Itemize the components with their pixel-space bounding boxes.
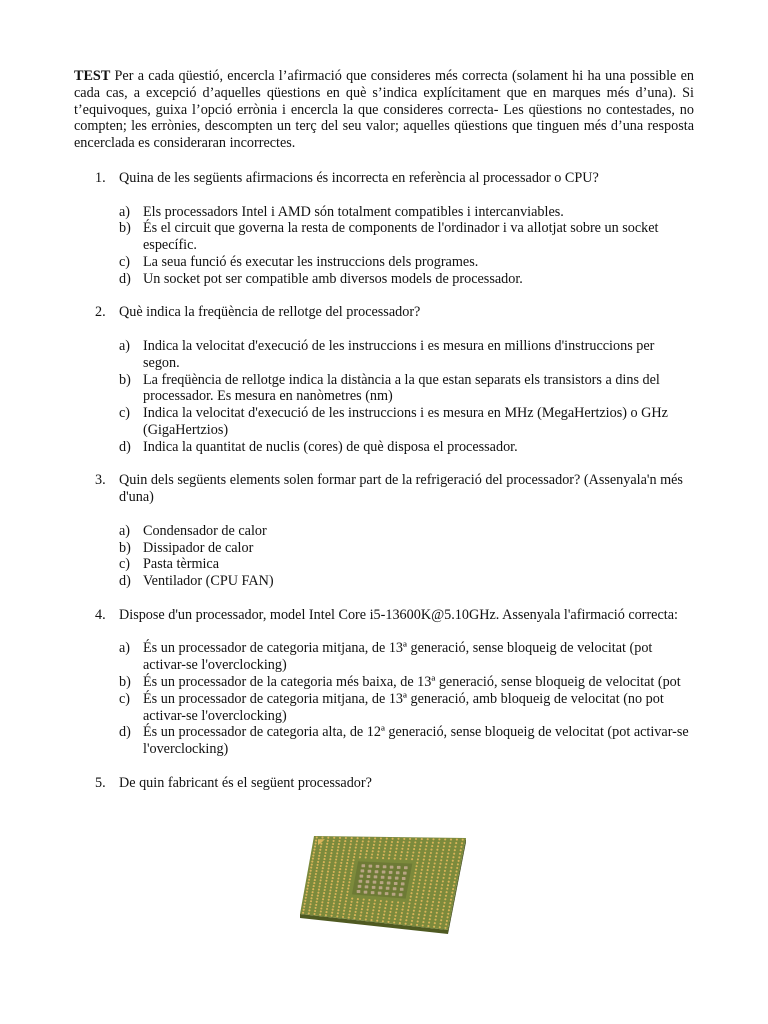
question-number: 3. bbox=[95, 472, 106, 489]
question-text: De quin fabricant és el següent processador? bbox=[119, 774, 372, 791]
option-text: És un processador de categoria mitjana, de 13ª generació, amb bloqueig de velocitat (no pot activar-se l'overclocking) bbox=[143, 690, 664, 724]
option-text: Els processadors Intel i AMD són totalment compatibles i intercanviables. bbox=[143, 203, 564, 220]
question-text: Quina de les següents afirmacions és incorrecta en referència al processador o CPU? bbox=[119, 170, 599, 186]
option-letter: d) bbox=[119, 724, 131, 741]
answer-option[interactable] bbox=[74, 691, 694, 725]
answer-option[interactable] bbox=[74, 338, 694, 372]
question-text: Què indica la freqüència de rellotge del processador? bbox=[119, 304, 421, 321]
question-5 bbox=[74, 775, 694, 792]
option-list bbox=[74, 523, 694, 590]
question-list bbox=[74, 170, 694, 808]
question-line bbox=[74, 775, 694, 792]
answer-option[interactable] bbox=[74, 204, 694, 221]
question-line bbox=[74, 607, 694, 624]
answer-option[interactable] bbox=[74, 220, 694, 254]
option-letter: d) bbox=[119, 438, 131, 455]
answer-option[interactable] bbox=[74, 254, 694, 271]
question-number: 5. bbox=[95, 774, 106, 791]
option-letter: c) bbox=[119, 556, 131, 573]
option-text: Indica la velocitat d'execució de les instruccions i es mesura en MHz (MegaHertzios) o GHz (GigaHertzios) bbox=[143, 405, 668, 438]
answer-option[interactable] bbox=[74, 372, 694, 406]
question-number: 4. bbox=[95, 606, 106, 623]
question-number: 1. bbox=[95, 170, 106, 186]
question-number: 2. bbox=[95, 304, 106, 321]
option-letter: a) bbox=[119, 640, 131, 657]
question-4 bbox=[74, 607, 694, 758]
question-line bbox=[74, 472, 694, 506]
option-text: Indica la quantitat de nuclis (cores) de què disposa el processador. bbox=[143, 438, 518, 455]
answer-option[interactable] bbox=[74, 405, 694, 439]
option-letter: d) bbox=[119, 270, 131, 287]
option-letter: a) bbox=[119, 522, 131, 539]
option-letter: c) bbox=[119, 405, 131, 422]
option-letter: d) bbox=[119, 573, 131, 590]
option-letter: b) bbox=[119, 539, 131, 556]
instructions-text: Per a cada qüestió, encercla l’afirmació que consideres més correcta (solament hi ha una possible en cada cas, a excepció d’aquelles qüestions en què s’indica explícitament que en marques més d’una). Si t’equivoques, guixa l’opció errònia i encercla la que consideres correcta- Les qüestions no contestades, no compten; les errònies, descompten un terç del seu valor; aquelles qüestions que tinguen més d’una resposta encerclada es consideraran incorrectes. bbox=[74, 68, 695, 152]
option-text: Indica la velocitat d'execució de les instruccions i es mesura en millions d'instruccions per segon. bbox=[143, 337, 655, 371]
question-3 bbox=[74, 472, 694, 590]
option-text: Dissipador de calor bbox=[143, 539, 254, 556]
answer-option[interactable] bbox=[74, 540, 694, 557]
option-text: Condensador de calor bbox=[143, 522, 267, 539]
option-letter: c) bbox=[119, 690, 131, 707]
option-text: És un processador de categoria mitjana, de 13ª generació, sense bloqueig de velocitat (pot activar-se l'overclocking) bbox=[143, 640, 653, 674]
test-label: TEST bbox=[74, 68, 111, 84]
answer-option[interactable] bbox=[74, 271, 694, 288]
answer-option[interactable] bbox=[74, 640, 694, 674]
option-text: És el circuit que governa la resta de components de l'ordinador i va allotjat sobre un socket específic. bbox=[143, 220, 659, 254]
question-text: Quin dels següents elements solen formar part de la refrigeració del processador? (Assenyala'n més d'una) bbox=[119, 472, 683, 506]
option-text: És un processador de la categoria més baixa, de 13ª generació, sense bloqueig de velocitat (pot bbox=[143, 673, 681, 690]
answer-option[interactable] bbox=[74, 573, 694, 590]
question-1 bbox=[74, 170, 694, 288]
option-letter: a) bbox=[119, 337, 131, 354]
option-text: La freqüència de rellotge indica la distància a la que estan separats els transistors a dins del processador. Es mesura en nanòmetres (nm) bbox=[143, 371, 660, 405]
question-text: Dispose d'un processador, model Intel Core i5-13600K@5.10GHz. Assenyala l'afirmació correcta: bbox=[119, 606, 678, 623]
answer-option[interactable] bbox=[74, 439, 694, 456]
question-line bbox=[74, 304, 694, 321]
option-text: La seua funció és executar les instruccions dels programes. bbox=[143, 253, 479, 270]
option-letter: a) bbox=[119, 203, 131, 220]
option-text: És un processador de categoria alta, de 12ª generació, sense bloqueig de velocitat (pot activar-se l'overclocking) bbox=[143, 724, 689, 758]
answer-option[interactable] bbox=[74, 674, 694, 691]
option-text: Un socket pot ser compatible amb diversos models de processador. bbox=[143, 270, 523, 287]
instructions-paragraph bbox=[74, 68, 694, 152]
option-letter: c) bbox=[119, 253, 131, 270]
answer-option[interactable] bbox=[74, 724, 694, 758]
answer-option[interactable] bbox=[74, 556, 694, 573]
option-text: Ventilador (CPU FAN) bbox=[143, 573, 274, 590]
question-2 bbox=[74, 304, 694, 455]
option-letter: b) bbox=[119, 673, 131, 690]
option-list bbox=[74, 204, 694, 288]
option-letter: b) bbox=[119, 220, 131, 237]
question-line bbox=[74, 170, 694, 187]
cpu-chip-icon bbox=[296, 830, 474, 938]
option-text: Pasta tèrmica bbox=[143, 556, 220, 573]
option-list bbox=[74, 338, 694, 456]
option-list bbox=[74, 640, 694, 758]
answer-option[interactable] bbox=[74, 523, 694, 540]
option-letter: b) bbox=[119, 371, 131, 388]
